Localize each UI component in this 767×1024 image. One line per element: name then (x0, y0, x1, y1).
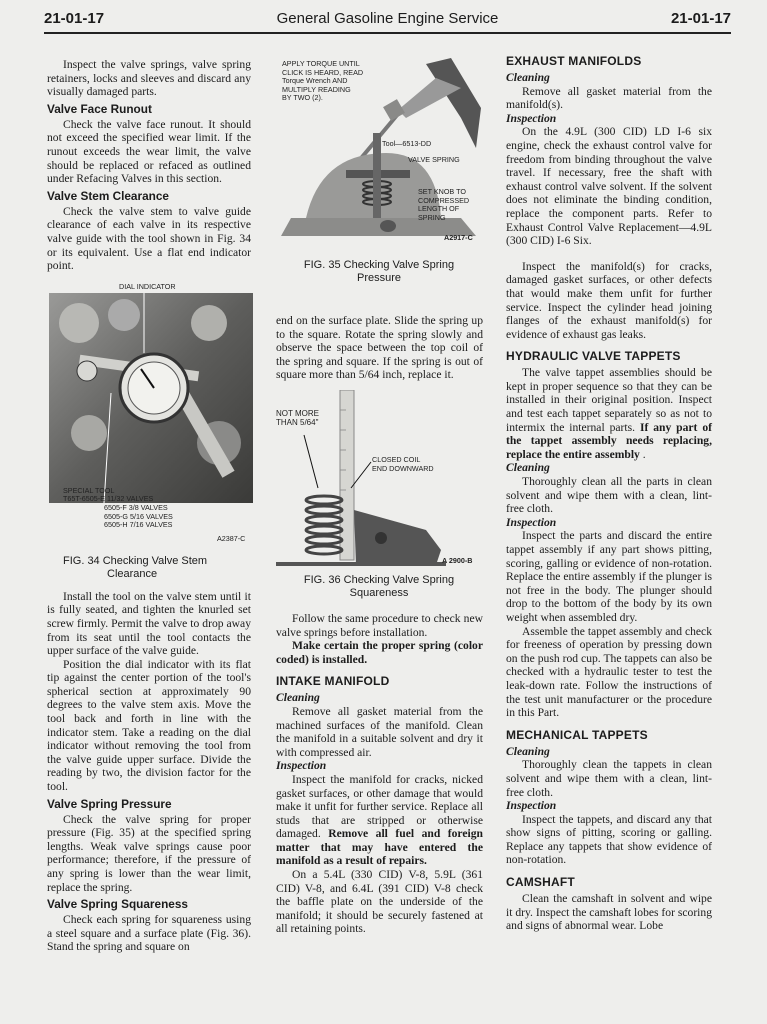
column-1 (47, 40, 251, 954)
page-header (44, 8, 731, 30)
heading-exhaust-manifolds: EXHAUST MANIFOLDS (506, 54, 642, 68)
subheading-cleaning: Cleaning (506, 71, 550, 84)
paragraph: Inspect the manifold(s) for cracks, damaged gasket surfaces, or other defects that would make them unfit for further service. Inspect the cylinder head joining flanges of the exhaust manifold(s) for evidence of exhaust gas leaks. (506, 259, 712, 341)
paragraph: On a 5.4L (330 CID) V-8, 5.9L (361 CID) V-8, and 6.4L (391 CID) V-8 check the baffle plate on the underside of the manifold; it should be securely fastened at all retaining points. (276, 868, 483, 936)
figure-35 (276, 58, 483, 308)
figure-label: CLOSED COIL END DOWNWARD (372, 454, 434, 473)
heading-mechanical-tappets: MECHANICAL TAPPETS (506, 727, 648, 742)
figure-caption: FIG. 35 Checking Valve Spring Pressure (303, 259, 455, 284)
subheading-inspection: Inspection (506, 799, 557, 813)
paragraph: Follow the same procedure to check new valve springs before installation. (276, 611, 483, 639)
paragraph: Install the tool on the valve stem until it is fully seated, and tighten the knurled set screw firmly. Permit the valve to drop away from its seat until the tool contacts the upper surface of the valve guide. (47, 589, 251, 658)
paragraph: Inspect the manifold for cracks, nicked gasket surfaces, or other damage that would make it unfit for further service. Replace all studs that are stripped or otherwise damaged. Remove all fuel and foreign matter that may have entered the manifold as a result of repairs. (276, 772, 483, 868)
heading-valve-face-runout: Valve Face Runout (47, 101, 152, 116)
paragraph: Make certain the proper spring (color coded) is installed. (276, 639, 483, 666)
page-number-left: 21-01-17 (44, 10, 105, 27)
paragraph: Remove all gasket material from the machined surfaces of the manifold. Clean the manifold in a suitable solvent and dry it with compressed air. (276, 704, 483, 759)
paragraph: Thoroughly clean all the parts in clean solvent and wipe them with a clean, lint-free cloth. (506, 475, 712, 516)
subheading-cleaning: Cleaning (276, 691, 320, 705)
paragraph: end on the surface plate. Slide the spring up to the square. Rotate the spring slowly and observe the space between the top coil of the spring and square. If the spring is out of square more than 5/64 inch, replace it. (276, 314, 483, 382)
figure-code: A2387-C (217, 533, 246, 543)
page-number-right: 21-01-17 (670, 10, 731, 27)
heading-hydraulic-valve-tappets: HYDRAULIC VALVE TAPPETS (506, 349, 681, 364)
paragraph: Check the valve stem to valve guide clearance of each valve in its respective valve guide with the tool shown in Fig. 34 or its equivalent. Use a flat end indicator point. (47, 204, 251, 273)
subheading-cleaning: Cleaning (506, 461, 550, 475)
subheading-cleaning: Cleaning (506, 744, 550, 758)
figure-36 (276, 390, 483, 600)
figure-label: NOT MORE THAN 5/64" (276, 408, 319, 427)
paragraph: Inspect the valve springs, valve spring retainers, locks and sleeves and discard any visually damaged parts. (47, 58, 251, 99)
heading-intake-manifold: INTAKE MANIFOLD (276, 674, 390, 689)
column-3 (506, 40, 712, 933)
heading-valve-spring-squareness: Valve Spring Squareness (47, 897, 188, 912)
heading-valve-spring-pressure: Valve Spring Pressure (47, 796, 172, 811)
paragraph: Check the valve face runout. It should not exceed the specified wear limit. If the runout exceeds the wear limit, the valve should be replaced or refaced as outlined under Refacing Valves in this section. (47, 117, 251, 186)
column-2 (276, 40, 483, 936)
subheading-inspection: Inspection (506, 515, 557, 529)
subheading-inspection: Inspection (276, 759, 327, 773)
subheading-inspection: Inspection (506, 111, 557, 125)
paragraph: Inspect the parts and discard the entire tappet assembly if any part shows pitting, scoring, galling or evidence of non-rotation. Replace the entire assembly if the plunger is not free in the body. The plunger should drop to the bottom of the body by its own weight when assembled dry. (506, 529, 712, 624)
heading-camshaft: CAMSHAFT (506, 875, 575, 890)
figure-caption: FIG. 36 Checking Valve Spring Squareness (303, 573, 455, 599)
figure-code: A 2900-B (442, 555, 473, 565)
figure-caption: FIG. 34 Checking Valve Stem Clearance (63, 554, 208, 580)
figure-label: SET KNOB TO COMPRESSED LENGTH OF SPRING (418, 187, 470, 222)
page-title: General Gasoline Engine Service (276, 10, 499, 27)
paragraph: Inspect the tappets, and discard any that show signs of pitting, scoring or galling. Replace any tappets that show evidence of non-rotation. (506, 812, 712, 867)
header-rule (44, 32, 731, 34)
figure-label: VALVE SPRING (408, 155, 460, 164)
paragraph: Check the valve spring for proper pressure (Fig. 35) at the specified spring lengths. Weak valve springs cause poor performance; therefore, if the pressure of any spring is lower than the wear limit, replace the spring. (47, 812, 251, 894)
figure-label: Tool—6513-DD (382, 139, 432, 148)
valve-stem-photo (49, 293, 253, 503)
paragraph: Remove all gasket material from the manifold(s). (506, 84, 712, 112)
figure-label: APPLY TORQUE UNTIL CLICK IS HEARD, READ Torque Wrench AND MULTIPLY READING BY TWO (2). (282, 59, 364, 103)
figure-34 (47, 281, 251, 581)
paragraph: The valve tappet assemblies should be kept in proper sequence so that they can be installed in their original position. Inspect and test each tappet separately so as not to intermix the internal parts. If any part of the tappet assembly needs replacing, replace the entire assembly . (506, 366, 712, 461)
heading-valve-stem-clearance: Valve Stem Clearance (47, 188, 169, 203)
paragraph: On the 4.9L (300 CID) LD I-6 six engine, check the exhaust control valve for freedom from binding throughout the valve travel. If necessary, free the shaft with exhaust control valve solvent. If the solvent does not eliminate the binding condition, replace the component parts. Refer to Exhaust Control Valve Replacement—4.9L (300 CID) I-6 Six. (506, 125, 712, 248)
figure-label: DIAL INDICATOR (119, 281, 176, 291)
paragraph: Clean the camshaft in solvent and wipe it dry. Inspect the camshaft lobes for scoring and signs of abnormal wear. Lobe (506, 892, 712, 933)
paragraph: Thoroughly clean the tappets in clean solvent and wipe them with a clean, lint-free cloth. (506, 758, 712, 799)
figure-code: A2917-C (444, 233, 473, 242)
figure-label: SPECIAL TOOL T65T-6505-E 11/32 VALVES 6505-F 3/8 VALVES 6505-G 5/16 VALVES 6505-H 7/16 VALVES (63, 485, 173, 530)
paragraph: Check each spring for squareness using a steel square and a surface plate (Fig. 36). Stand the spring and square on (47, 913, 251, 954)
paragraph: Position the dial indicator with its flat tip against the center portion of the tool's spherical section at approximately 90 degrees to the valve stem axis. Move the tool back and forth in line with the indicator stem. Take a reading on the dial indicator without removing the tool from the valve guide upper surface. Divide the reading by two, the division factor for the tool. (47, 657, 251, 794)
paragraph: Assemble the tappet assembly and check for freeness of operation by pressing down on the push rod cup. The tappets can also be checked with a hydraulic tester to test the leak-down rate. Follow the instructions of the test unit manufacturer or the procedure in this Part. (506, 624, 712, 720)
